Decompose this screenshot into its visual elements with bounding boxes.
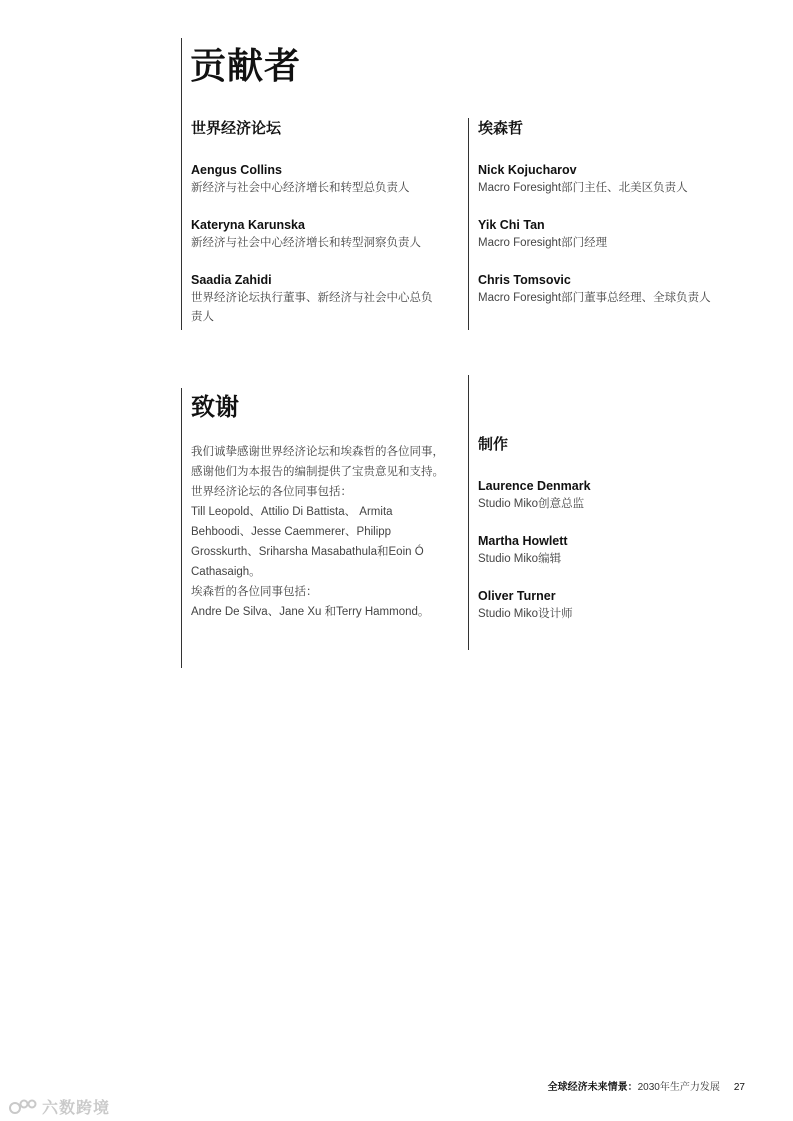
wef-person <box>191 217 459 253</box>
wef-heading: 世界经济论坛 <box>191 120 282 137</box>
person-role: Studio Miko创意总监 <box>478 498 585 510</box>
production-person <box>478 478 778 514</box>
wef-section <box>191 117 459 346</box>
ack-line: 埃森哲的各位同事包括： <box>191 586 318 598</box>
production-person <box>478 588 778 624</box>
wef-person <box>191 272 459 327</box>
ack-line: 感谢他们为本报告的编制提供了宝贵意见和支持。 <box>191 466 444 478</box>
ey-person <box>478 272 778 308</box>
production-heading: 制作 <box>478 436 509 453</box>
person-role: Macro Foresight部门主任、北美区负责人 <box>478 182 688 194</box>
person-role: 责人 <box>191 311 214 323</box>
production-person <box>478 533 778 569</box>
person-name: Aengus Collins <box>191 163 282 177</box>
ey-heading: 埃森哲 <box>478 120 524 137</box>
page-footer <box>548 1077 745 1095</box>
ack-section <box>191 387 461 622</box>
ack-heading: 致谢 <box>191 394 239 421</box>
divider-middle-bottom <box>468 375 469 650</box>
person-role: Macro Foresight部门董事总经理、全球负责人 <box>478 292 711 304</box>
person-role: Studio Miko设计师 <box>478 608 573 620</box>
watermark <box>8 1095 110 1118</box>
page-title: 贡献者 <box>190 45 302 86</box>
person-name: Nick Kojucharov <box>478 163 577 177</box>
production-section <box>478 433 778 643</box>
watermark-logo-icon <box>8 1098 38 1116</box>
divider-middle-top <box>468 118 469 330</box>
ey-person <box>478 217 778 253</box>
person-role: Studio Miko编辑 <box>478 553 562 565</box>
ack-line: 世界经济论坛的各位同事包括： <box>191 486 352 498</box>
ack-line: Andre De Silva、Jane Xu 和Terry Hammond。 <box>191 606 430 618</box>
ack-line: Grosskurth、Sriharsha Masabathula和Eoin Ó <box>191 546 424 558</box>
footer-report-subtitle: 2030年生产力发展 <box>637 1082 720 1093</box>
footer-report-title: 全球经济未来情景： <box>547 1082 638 1093</box>
ey-section <box>478 117 778 327</box>
person-name: Oliver Turner <box>478 589 556 603</box>
person-role: 新经济与社会中心经济增长和转型总负责人 <box>191 182 410 194</box>
ack-line: Behboodi、Jesse Caemmerer、Philipp <box>191 526 392 538</box>
divider-left-top <box>181 38 182 330</box>
ey-person <box>478 162 778 198</box>
person-name: Martha Howlett <box>478 534 568 548</box>
page-number: 27 <box>733 1082 745 1093</box>
watermark-text: 六数跨境 <box>42 1100 111 1117</box>
person-role: Macro Foresight部门经理 <box>478 237 608 249</box>
person-role: 新经济与社会中心经济增长和转型洞察负责人 <box>191 237 421 249</box>
person-name: Saadia Zahidi <box>191 273 272 287</box>
person-name: Chris Tomsovic <box>478 273 571 287</box>
person-name: Laurence Denmark <box>478 479 591 493</box>
divider-left-bottom <box>181 388 182 668</box>
wef-person <box>191 162 459 198</box>
person-name: Yik Chi Tan <box>478 218 545 232</box>
person-name: Kateryna Karunska <box>191 218 305 232</box>
ack-line: Till Leopold、Attilio Di Battista、 Armita <box>191 506 393 518</box>
ack-line: 我们诚挚感谢世界经济论坛和埃森哲的各位同事， <box>191 446 444 458</box>
person-role: 世界经济论坛执行董事、新经济与社会中心总负 <box>191 292 433 304</box>
ack-paragraph <box>191 442 461 622</box>
ack-line: Cathasaigh。 <box>191 566 261 578</box>
